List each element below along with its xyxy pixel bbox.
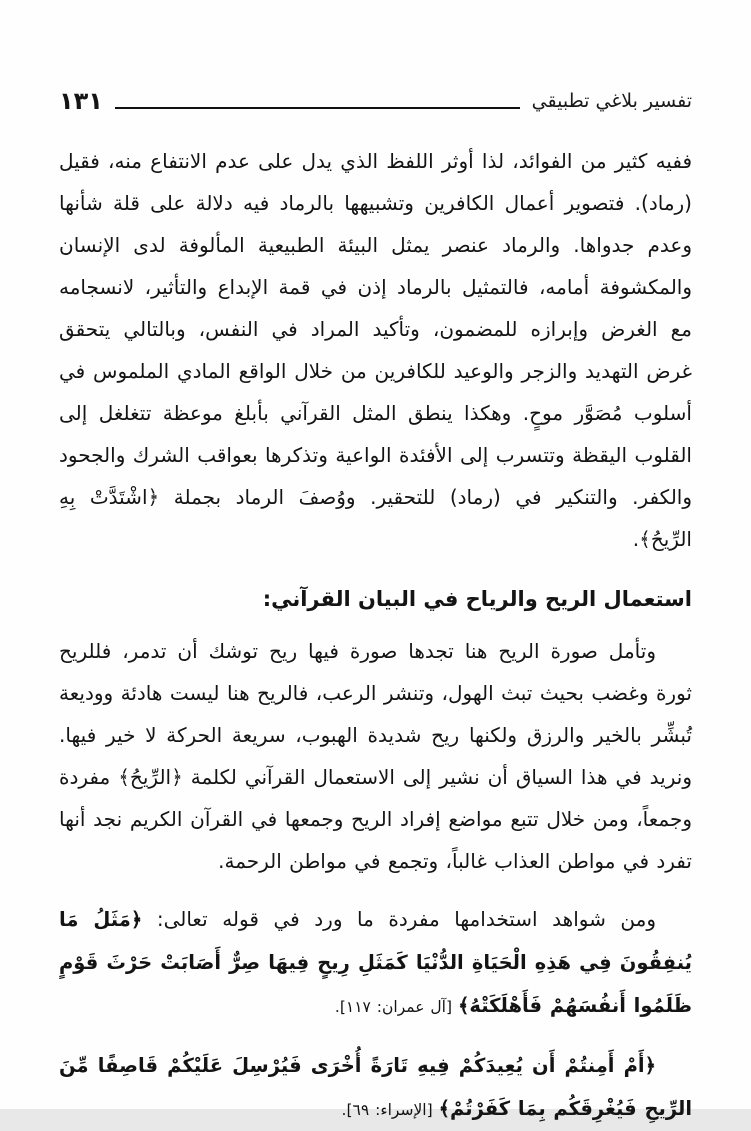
page-number: ١٣١ [59,87,103,115]
paragraph-ashes-commentary: ففيه كثير من الفوائد، لذا أوثر اللفظ الذي يدل على عدم الانتفاع منه، فقيل (رماد). فتصوير أعمال الكافرين وتشبيهها بالرماد فيه دلالة على قلة شأنها وعدم جدواها. والرماد عنصر يمثل البيئة الطبيعية المألوفة لدى الإنسان والمكشوفة أمامه، فالتمثيل بالرماد إذن في قمة الإبداع والتأثير، لانسجامه مع الغرض وإبرازه للمضمون، وتأكيد المراد في النفس، وبالتالي يتحقق غرض التهديد والزجر والوعيد للكافرين من خلال الواقع المادي الملموس في أسلوب مُصَوَّر موحٍ. وهكذا ينطق المثل القرآني بأبلغ موعظة تتغلغل إلى القلوب اليقظة وتتسرب إلى الأفئدة الواعية وتذكرها بعواقب الشرك والجحود والكفر. والتنكير في (رماد) للتحقير. ووُصفَ الرماد بجملة ﴿اشْتَدَّتْ بِهِ الرِّيحُ﴾. [59,149,692,551]
paragraph-verse-al-imran [59,898,692,1028]
header-rule [115,107,520,109]
page-body [59,140,692,1131]
paragraph-verse-al-isra [59,1044,692,1131]
verse-reference-al-imran-117: [آل عمران: ١١٧]. [334,998,458,1016]
section-heading-wind-usage: استعمال الريح والرياح في البيان القرآني: [262,587,692,611]
quran-verse-al-isra-69: ﴿أَمْ أَمِنتُمْ أَن يُعِيدَكُمْ فِيهِ تَارَةً أُخْرَى فَيُرْسِلَ عَلَيْكُمْ قَاصِفًا مِّنَ الرِّيحِ فَيُغْرِقَكُم بِمَا كَفَرْتُمْ﴾ [59,1054,692,1120]
paragraph-intro: ومن شواهد استخدامها مفردة ما ورد في قوله تعالى: [142,907,656,931]
quran-verse-al-imran-117: ﴿مَثَلُ مَا يُنفِقُونَ فِي هَذِهِ الْحَيَاةِ الدُّنْيَا كَمَثَلِ رِيحٍ فِيهَا صِرٌّ أَصَابَتْ حَرْثَ قَوْمٍ ظَلَمُوا أَنفُسَهُمْ فَأَهْلَكَتْهُ﴾ [59,908,692,1017]
book-title: تفسير بلاغي تطبيقي [531,90,692,112]
paragraph-wind-image: وتأمل صورة الريح هنا تجدها صورة فيها ريح توشك أن تدمر، فللريح ثورة وغضب بحيث تبث الهول، وتنشر الرعب، فالريح هنا ليست هادئة ووديعة تُبشِّر بالخير والرزق ولكنها ريح شديدة الهبوب، سريعة الحركة لا خير فيها. ونريد في هذا السياق أن نشير إلى الاستعمال القرآني لكلمة ﴿الرِّيحُ﴾ مفردة وجمعاً، ومن خلال تتبع مواضع إفراد الريح وجمعها في القرآن الكريم نجد أنها تفرد في مواطن العذاب غالباً، وتجمع في مواطن الرحمة. [59,639,692,873]
page-header [59,84,692,116]
verse-reference-al-isra-69: [الإسراء: ٦٩]. [341,1101,439,1119]
